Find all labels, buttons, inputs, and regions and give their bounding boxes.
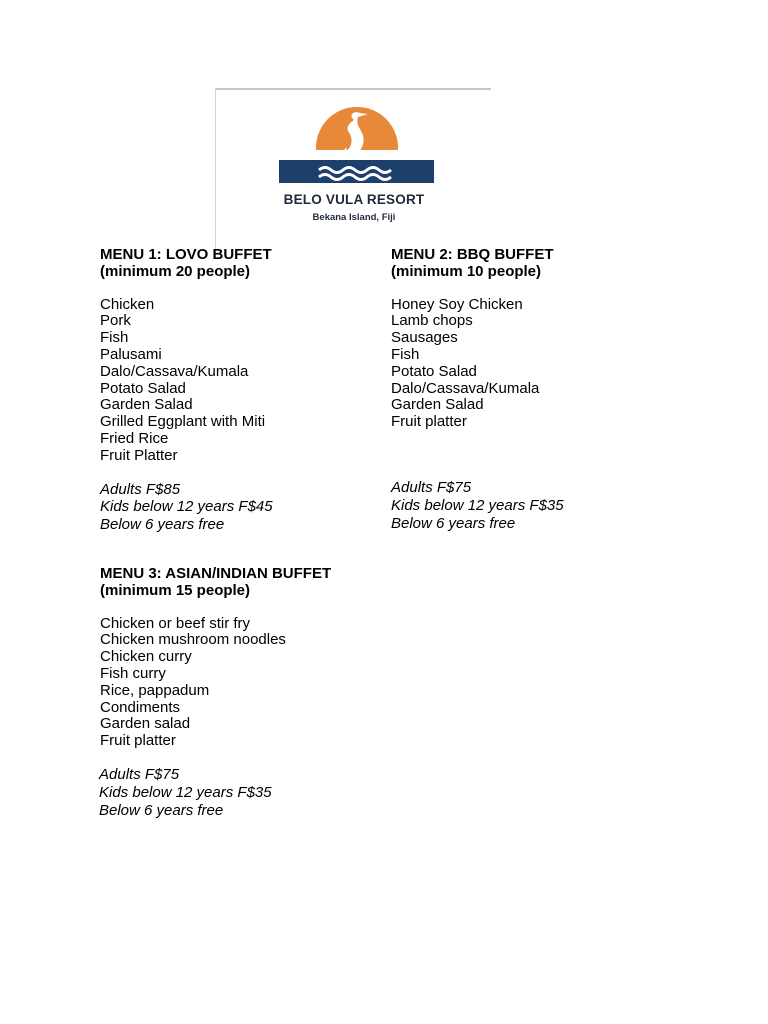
list-item: Fish curry bbox=[100, 664, 166, 682]
resort-location: Bekana Island, Fiji bbox=[312, 212, 396, 223]
list-item: Palusami bbox=[100, 345, 162, 363]
menu-items bbox=[100, 616, 331, 750]
price-infants: Below 6 years free bbox=[391, 514, 516, 532]
menu-title: MENU 1: LOVO BUFFET bbox=[100, 246, 272, 263]
list-item: Dalo/Cassava/Kumala bbox=[391, 379, 540, 397]
menu-title: MENU 2: BBQ BUFFET bbox=[391, 246, 554, 263]
resort-logo bbox=[215, 88, 491, 250]
price-kids: Kids below 12 years F$45 bbox=[100, 498, 273, 516]
menu-minimum: (minimum 20 people) bbox=[100, 262, 251, 280]
list-item: Pork bbox=[100, 312, 131, 330]
list-item: Garden Salad bbox=[391, 396, 484, 414]
menu-title: MENU 3: ASIAN/INDIAN BUFFET bbox=[100, 565, 332, 582]
menu-items bbox=[100, 297, 273, 465]
price-adults: Adults F$75 bbox=[99, 765, 180, 783]
price-kids: Kids below 12 years F$35 bbox=[99, 783, 272, 801]
menu-lovo-buffet bbox=[100, 247, 273, 534]
list-item: Fish bbox=[391, 345, 420, 363]
price-adults: Adults F$75 bbox=[391, 478, 472, 496]
list-item: Fried Rice bbox=[100, 429, 169, 447]
menu-minimum: (minimum 10 people) bbox=[391, 262, 542, 280]
list-item: Garden salad bbox=[100, 715, 191, 733]
resort-name: BELO VULA RESORT bbox=[283, 192, 425, 207]
list-item: Condiments bbox=[100, 698, 181, 716]
list-item: Chicken curry bbox=[100, 648, 192, 666]
menu-items bbox=[391, 297, 564, 431]
list-item: Dalo/Cassava/Kumala bbox=[100, 362, 249, 380]
price-adults: Adults F$85 bbox=[100, 480, 181, 498]
menu-asian-indian-buffet bbox=[100, 566, 331, 819]
list-item: Fruit platter bbox=[100, 732, 176, 750]
list-item: Potato Salad bbox=[100, 379, 186, 397]
list-item: Lamb chops bbox=[391, 312, 473, 330]
list-item: Garden Salad bbox=[100, 396, 193, 414]
list-item: Rice, pappadum bbox=[100, 681, 210, 699]
list-item: Sausages bbox=[391, 329, 458, 347]
menu-prices bbox=[391, 479, 564, 532]
menu-bbq-buffet bbox=[391, 247, 564, 532]
list-item: Fruit Platter bbox=[100, 446, 178, 464]
menu-prices bbox=[99, 766, 331, 819]
price-kids: Kids below 12 years F$35 bbox=[391, 496, 564, 514]
list-item: Potato Salad bbox=[391, 362, 477, 380]
list-item: Honey Soy Chicken bbox=[391, 295, 523, 313]
list-item: Chicken or beef stir fry bbox=[100, 614, 251, 632]
list-item: Chicken mushroom noodles bbox=[100, 631, 286, 649]
menu-prices bbox=[100, 481, 273, 534]
list-item: Chicken bbox=[100, 295, 155, 313]
menu-minimum: (minimum 15 people) bbox=[100, 581, 251, 599]
list-item: Fish bbox=[100, 329, 129, 347]
list-item: Grilled Eggplant with Miti bbox=[100, 413, 266, 431]
price-infants: Below 6 years free bbox=[100, 516, 225, 534]
price-infants: Below 6 years free bbox=[99, 801, 224, 819]
list-item: Fruit platter bbox=[391, 413, 467, 431]
heron-sunset-icon bbox=[216, 90, 491, 190]
